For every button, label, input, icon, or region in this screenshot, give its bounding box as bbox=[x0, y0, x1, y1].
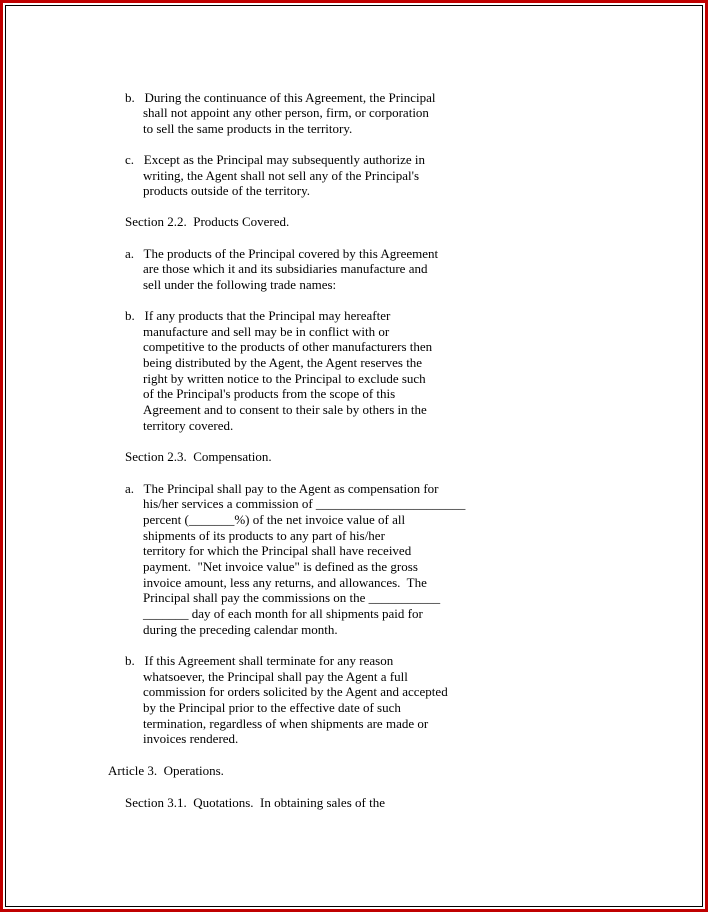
text-line: manufacture and sell may be in conflict with or bbox=[143, 324, 390, 339]
text-line: by the Principal prior to the effective date of such bbox=[143, 700, 401, 715]
text-line: competitive to the products of other manufacturers then bbox=[143, 339, 433, 354]
text-line: territory for which the Principal shall have received bbox=[143, 543, 412, 558]
text-line: being distributed by the Agent, the Agent reserves the bbox=[143, 355, 423, 370]
text-line: commission for orders solicited by the Agent and accepted bbox=[143, 684, 448, 699]
text-line: invoice amount, less any returns, and allowances. The bbox=[143, 575, 427, 590]
text-line: territory covered. bbox=[143, 418, 234, 433]
section-heading: Section 3.1. Quotations. In obtaining sales of the bbox=[125, 795, 385, 810]
text-line: payment. "Net invoice value" is defined as the gross bbox=[143, 559, 418, 574]
text-line: Principal shall pay the commissions on the ___________ bbox=[143, 590, 441, 605]
text-line: are those which it and its subsidiaries manufacture and bbox=[143, 261, 428, 276]
text-line: b. If any products that the Principal may hereafter bbox=[125, 308, 391, 323]
text-line: b. If this Agreement shall terminate for any reason bbox=[125, 653, 394, 668]
article-heading: Article 3. Operations. bbox=[108, 763, 224, 778]
section-heading: Section 2.3. Compensation. bbox=[125, 449, 272, 464]
text-line: invoices rendered. bbox=[143, 731, 239, 746]
text-line: c. Except as the Principal may subsequently authorize in bbox=[125, 152, 425, 167]
text-line: writing, the Agent shall not sell any of the Principal's bbox=[143, 168, 420, 183]
text-line: right by written notice to the Principal to exclude such bbox=[143, 371, 426, 386]
text-line: shall not appoint any other person, firm, or corporation bbox=[143, 105, 429, 120]
text-line: of the Principal's products from the scope of this bbox=[143, 386, 396, 401]
text-line: a. The products of the Principal covered by this Agreement bbox=[125, 246, 439, 261]
text-line: Agreement and to consent to their sale by others in the bbox=[143, 402, 427, 417]
text-line: sell under the following trade names: bbox=[143, 277, 337, 292]
text-line: _______ day of each month for all shipments paid for bbox=[143, 606, 423, 621]
text-line: percent (_______%) of the net invoice value of all bbox=[143, 512, 406, 527]
text-line: a. The Principal shall pay to the Agent as compensation for bbox=[125, 481, 439, 496]
text-line: b. During the continuance of this Agreement, the Principal bbox=[125, 90, 436, 105]
text-line: his/her services a commission of _______________________ bbox=[143, 496, 466, 511]
text-line: during the preceding calendar month. bbox=[143, 622, 338, 637]
section-heading: Section 2.2. Products Covered. bbox=[125, 214, 290, 229]
text-line: whatsoever, the Principal shall pay the Agent a full bbox=[143, 669, 408, 684]
text-line: to sell the same products in the territory. bbox=[143, 121, 353, 136]
text-line: shipments of its products to any part of his/her bbox=[143, 528, 385, 543]
text-line: products outside of the territory. bbox=[143, 183, 311, 198]
text-line: termination, regardless of when shipments are made or bbox=[143, 716, 429, 731]
